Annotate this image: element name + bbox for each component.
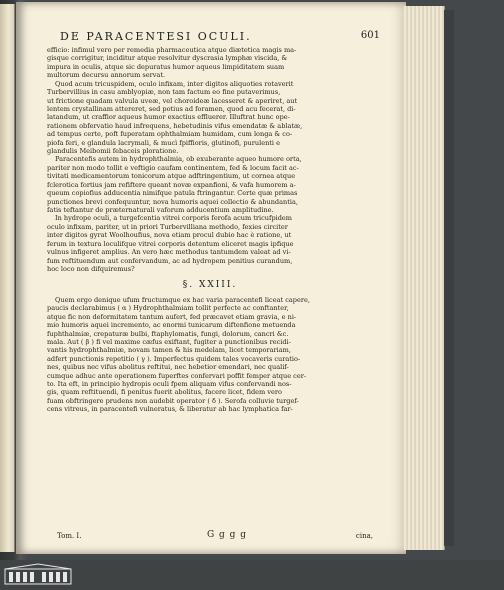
library-building-icon — [4, 563, 72, 585]
catchword: cina, — [355, 532, 373, 540]
page-footer — [47, 532, 373, 546]
viewer-bottom-bar — [0, 560, 504, 590]
page-number: 601 — [360, 30, 380, 41]
text-line: cumque adhuc ante operationem fuperftes confervari poffit femper atque cer- — [47, 371, 307, 380]
previous-page-edge — [0, 4, 15, 552]
section-heading: §. XXIII. — [182, 280, 238, 291]
text-line: efficio: infimul vero per remedia pharmaceutica atque diætetica magis ma- — [47, 46, 297, 54]
text-line: ad tempus certe, poft fuperatam ophthalmiam humidam, cum longa & co- — [47, 130, 293, 139]
text-line: gis, quam reftituendi, fi penitus fuerit abolitus, facere licet, fidem vero — [47, 388, 282, 397]
text-line: mio humoris aquei incremento, ac enormi tunicarum diftenfione metuenda — [47, 321, 296, 330]
text-line: vantis hydrophthalmiæ, novam tamen & his medelam, licet temporariam, — [47, 346, 291, 355]
text-line: paucis declarabimus ( α ) Hydrophthalmiam tollit perfecte ac conftanter, — [47, 304, 289, 313]
book-cover-edge — [444, 10, 454, 546]
text-line: pariter non modo tollit e veftigio caufam continentem, fed & locum facit ac- — [47, 163, 299, 172]
text-line: Paracentefis autem in hydrophthalmia, ob exuberante aqueo humore orta, — [55, 155, 302, 164]
text-line: Turbervillius in casu amblyopiæ, non tam factum eo fine putaverimus, — [47, 88, 281, 97]
text-line: inter digitos gyrat Woolhoufius, nova etiam procul dubio hac è ratione, ut — [47, 231, 292, 240]
running-title: DE PARACENTESI OCULI. — [60, 30, 252, 43]
text-line: Quod acum tricuspidem, oculo infixam, inter digitos aliquoties rotaverit — [55, 79, 294, 88]
text-line: In hydrope oculi, a turgefcentia vitrei corporis ferofa acum tricufpidem — [55, 214, 293, 223]
text-line: tivitati medicamentorum tonicorum atque adftringentium, ut cornea atque — [47, 172, 296, 181]
text-line: ferum in textura loculifque vitrei corporis detentum eliceret magis ipfique — [47, 239, 294, 248]
text-line: multorum decursu annorum servat. — [47, 71, 166, 80]
paragraph-2 — [47, 80, 373, 156]
text-line: gisque corrigitur, inciditur atque resolvitur dyscrasia lymphæ viscida, & — [47, 54, 288, 63]
text-line: Quem ergo denique ufum fructumque ex hac varia paracentefi liceat capere, — [55, 295, 310, 304]
text-line: atque fic non deformitatem tantum aufert, fed præcavet etiam gravia, e ni- — [47, 312, 297, 321]
paragraph-5 — [47, 296, 373, 414]
text-line: fclerotica fortius jam refiftere queant novæ expanfioni, & vafa humorem a- — [47, 180, 296, 189]
text-line: ut frictione quadam valvula uveæ, vel choroideæ lacesseret & aperiret, aut — [47, 96, 298, 105]
text-line: fum reftituendum aut confervandum, ac ad hydropem penitius curandum, — [47, 256, 293, 265]
text-line: nes, quibus nec vifus abolitus reftitui, nec hebetior emendari, nec qualif- — [47, 363, 289, 372]
text-line: to. Ita eft, in principio hydropis oculi fpem aliquam vifus confervandi nos- — [47, 380, 292, 389]
text-line: impura in oculis, atque sic depuratus humor aqueus limpiditatem suam — [47, 62, 285, 71]
text-line: queum copiofius adducentia nimifque patula ftringantur. Certe quæ primas — [47, 189, 298, 198]
text-line: cens vitreus, in paracentefi vulneratus, & liberatur ab hac lymphatica far- — [47, 405, 293, 414]
text-line: adfert punctionis repetitio ( γ ). Imperfectus quidem tales vocaveris curatio- — [47, 354, 301, 363]
text-line: rationem obfervatio haud infrequens, hebetudinis vifus emendatæ & ablatæ, — [47, 121, 303, 130]
text-line: piofa feri, e glandula lacrymali, & mucì fpiffioris, glutinofi, purulenti e — [47, 138, 280, 147]
volume-label: Tom. I. — [57, 532, 82, 540]
page-body — [47, 46, 373, 414]
paragraph-4 — [47, 214, 373, 273]
text-line: glandulis Meibomii febaceis ploratione. — [47, 147, 179, 156]
paragraph-1 — [47, 46, 373, 80]
paragraph-3 — [47, 155, 373, 214]
signature-mark: G g g g — [207, 530, 248, 540]
text-line: vulnus infigeret amplius. An vero hæc methodus tantumdem valeat ad vi- — [47, 248, 291, 257]
text-line: punctiones brevi confequuntur, nova humoris aquei collectio & abundantia, — [47, 197, 298, 206]
text-line: fuphthalmiæ, crepaturæ bulbi, ftaphylomatis, fungi, dolorum, cancri &c. — [47, 329, 289, 338]
text-line: oculo infixam, pariter, ut in priori Turbervilliana methodo, fexies circiter — [47, 222, 288, 231]
text-line: fatis teftantur de præternaturali vaforum adducentium amplitudine. — [47, 206, 274, 215]
text-line: hoc loco non difquiremus? — [47, 264, 135, 273]
text-line: mala. Aut ( β ) fi vel maxime cæfus exiftant, fugiter a punctionibus recidi- — [47, 337, 291, 346]
text-line: latandum, ut craffior aqueus humor exactius effluerer. Illuftrat hunc ope- — [47, 113, 290, 122]
text-line: fuam obftringere prudens non audebit operator ( δ ). Serofa colluvie turgef- — [47, 396, 299, 405]
text-line: lentem crystallinam attereret, sed potius ad foramen, quod acu fecerat, di- — [47, 104, 296, 113]
page-stack-edge — [404, 6, 445, 550]
